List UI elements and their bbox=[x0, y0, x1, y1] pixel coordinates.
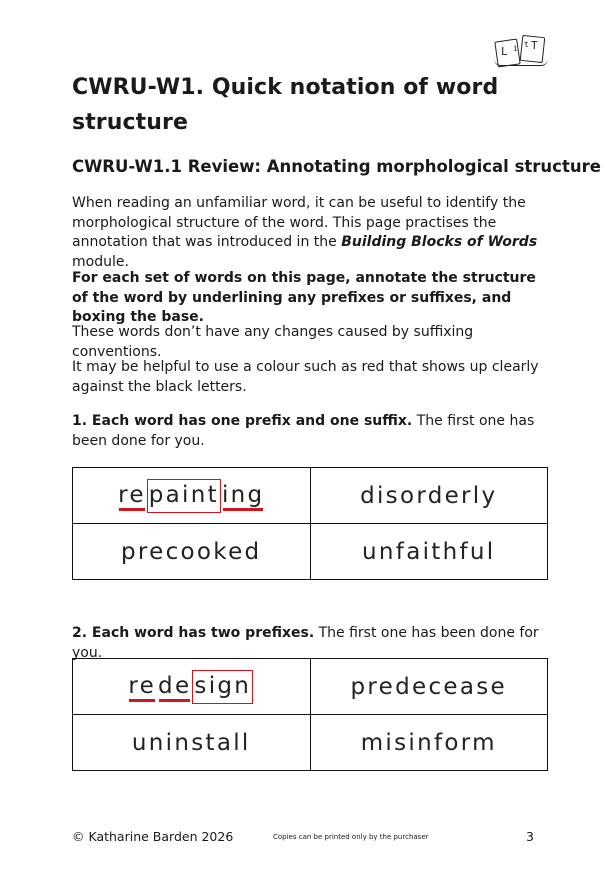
prefix-underline: re bbox=[128, 672, 157, 699]
word-cell: disorderly bbox=[310, 468, 548, 524]
section-subtitle: CWRU-W1.1 Review: Annotating morphological structure bbox=[72, 157, 601, 176]
footer-copyright: © Katharine Barden 2026 bbox=[72, 829, 234, 844]
logo-book-base bbox=[494, 59, 548, 66]
section1-bold: 1. Each word has one prefix and one suffix. bbox=[72, 413, 413, 429]
section2-word-table bbox=[72, 658, 548, 771]
logo-letter-t: t bbox=[524, 40, 529, 49]
section2-bold: 2. Each word has two prefixes. bbox=[72, 625, 315, 641]
intro-text: When reading an unfamiliar word, it can be useful to identify the morphological structure of the word. This page practises the annotation that was introduced in the bbox=[72, 195, 526, 250]
word-cell: uninstall bbox=[73, 715, 311, 771]
instruction-paragraph: For each set of words on this page, annotate the structure of the word by underlining any prefixes or suffixes, and boxing the base. bbox=[72, 270, 536, 325]
word-cell-example bbox=[73, 468, 311, 524]
intro-paragraph bbox=[72, 194, 552, 272]
section1-heading bbox=[72, 412, 552, 451]
note-suffixing: These words don’t have any changes caused by suffixing conventions. bbox=[72, 324, 474, 360]
footer-notice: Copies can be printed only by the purchaser bbox=[273, 833, 429, 841]
intro-end: module. bbox=[72, 253, 129, 270]
section2-rest: The first one has been done for you. bbox=[72, 625, 539, 661]
section1-word-table bbox=[72, 467, 548, 580]
page-number: 3 bbox=[526, 829, 534, 844]
note-colour: It may be helpful to use a colour such as red that shows up clearly against the black letters. bbox=[72, 359, 539, 395]
page-title: CWRU-W1. Quick notation of word structure bbox=[72, 75, 499, 135]
litt-logo bbox=[494, 36, 548, 66]
word-cell: unfaithful bbox=[310, 524, 548, 580]
suffix-underline: ing bbox=[221, 481, 265, 508]
section1-rest: The first one has been done for you. bbox=[72, 413, 535, 449]
logo-letter-T: T bbox=[531, 39, 538, 52]
word-cell: predecease bbox=[310, 659, 548, 715]
logo-letter-l: L bbox=[501, 45, 508, 58]
module-name: Building Blocks of Words bbox=[341, 234, 538, 250]
logo-letter-i: i bbox=[513, 44, 518, 53]
word-cell: misinform bbox=[310, 715, 548, 771]
prefix-underline: de bbox=[158, 672, 192, 699]
word-cell: precooked bbox=[73, 524, 311, 580]
prefix-underline: re bbox=[118, 481, 146, 508]
word-cell-example bbox=[73, 659, 311, 715]
base-box: sign bbox=[192, 670, 253, 704]
base-box: paint bbox=[147, 479, 221, 513]
